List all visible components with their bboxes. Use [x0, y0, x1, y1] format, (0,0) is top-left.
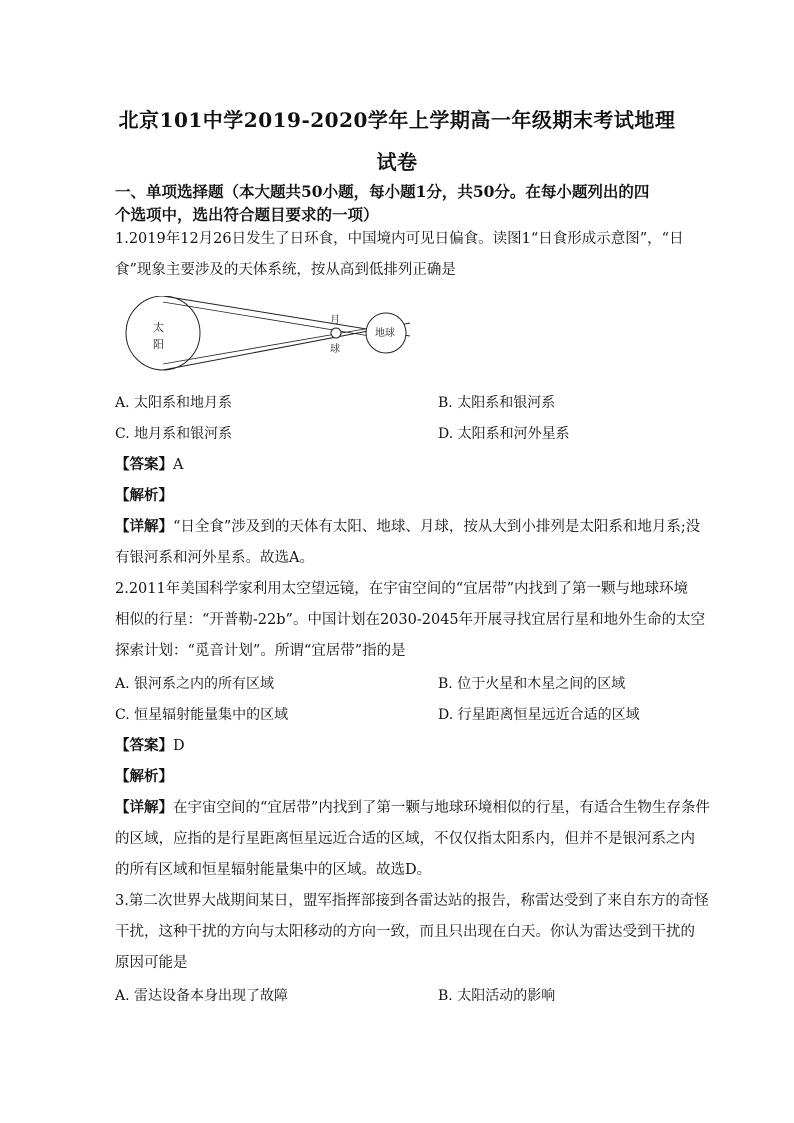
- q1-option-d: D. 太阳系和河外星系: [438, 426, 570, 442]
- document-title-line2: 试卷: [376, 150, 418, 174]
- sun-label-char1: 太: [153, 321, 164, 334]
- solar-eclipse-diagram: [120, 296, 420, 371]
- q2-stem-line3: 探索计划：“觅音计划”。所谓“宜居带”指的是: [115, 643, 406, 659]
- earth-label: 地球: [375, 328, 395, 339]
- section-heading-line1: 一、单项选择题（本大题共50小题，每小题1分，共50分。在每小题列出的四: [115, 182, 650, 201]
- q2-detail-line1: [115, 798, 710, 818]
- q3-stem-line1: 3.第二次世界大战期间某日，盟军指挥部接到各雷达站的报告，称雷达受到了来自东方的奇怪: [115, 893, 709, 909]
- q2-detail-line3: 的所有区域和恒星辐射能量集中的区域。故选D。: [115, 862, 432, 878]
- moon-label-char2: 球: [330, 344, 340, 355]
- answer-tag: 【答案】: [115, 456, 173, 473]
- detail-text: 在宇宙空间的“宜居带”内找到了第一颗与地球环境相似的行星，有适合生物生存条件: [173, 800, 710, 816]
- answer-value: A: [173, 457, 184, 473]
- detail-text: “日全食”涉及到的天体有太阳、地球、月球，按从大到小排列是太阳系和地月系;没: [173, 519, 701, 535]
- q2-option-d: D. 行星距离恒星远近合适的区域: [438, 707, 640, 723]
- answer-value: D: [173, 738, 185, 754]
- q1-option-b: B. 太阳系和银河系: [438, 395, 556, 411]
- section-heading-line2: 个选项中，选出符合题目要求的一项）: [115, 205, 379, 224]
- q1-option-a: A. 太阳系和地月系: [115, 395, 233, 411]
- q3-option-b: B. 太阳活动的影响: [438, 988, 556, 1004]
- document-title-line1: 北京101中学2019-2020学年上学期高一年级期末考试地理: [118, 108, 676, 132]
- q3-stem-line3: 原因可能是: [115, 955, 188, 971]
- moon-label-char1: 月: [330, 315, 340, 326]
- q1-stem-line1: 1.2019年12月26日发生了日环食，中国境内可见日偏食。读图1“日食形成示意图”，“日: [115, 231, 684, 247]
- q1-detail-line1: [115, 517, 701, 537]
- answer-tag: 【答案】: [115, 737, 173, 754]
- q2-option-b: B. 位于火星和木星之间的区域: [438, 676, 626, 692]
- detail-tag: 【详解】: [115, 518, 173, 535]
- q3-stem-line2: 干扰，这种干扰的方向与太阳移动的方向一致，而且只出现在白天。你认为雷达受到干扰的: [115, 924, 695, 940]
- detail-tag: 【详解】: [115, 799, 173, 816]
- q2-option-a: A. 银河系之内的所有区域: [115, 676, 275, 692]
- q1-option-c: C. 地月系和银河系: [115, 426, 233, 442]
- q1-analysis-tag: 【解析】: [115, 487, 173, 504]
- q2-answer: [115, 736, 685, 756]
- q2-stem-line1: 2.2011年美国科学家利用太空望远镜，在宇宙空间的“宜居带”内找到了第一颗与地球环境: [115, 581, 689, 597]
- q2-detail-line2: 的区域，应指的是行星距离恒星远近合适的区域，不仅仅指太阳系内，但并不是银河系之内: [115, 831, 695, 847]
- q1-detail-line2: 有银河系和河外星系。故选A。: [115, 550, 314, 566]
- q1-stem-line2: 食”现象主要涉及的天体系统，按从高到低排列正确是: [115, 262, 456, 278]
- q1-answer: [115, 455, 685, 475]
- moon-circle: [331, 328, 341, 338]
- q2-option-c: C. 恒星辐射能量集中的区域: [115, 707, 289, 723]
- q2-stem-line2: 相似的行星：“开普勒-22b”。中国计划在2030-2045年开展寻找宜居行星和地外生命的太空: [115, 612, 706, 628]
- q3-option-a: A. 雷达设备本身出现了故障: [115, 988, 289, 1004]
- q2-analysis-tag: 【解析】: [115, 768, 173, 785]
- sun-label-char2: 阳: [153, 338, 164, 351]
